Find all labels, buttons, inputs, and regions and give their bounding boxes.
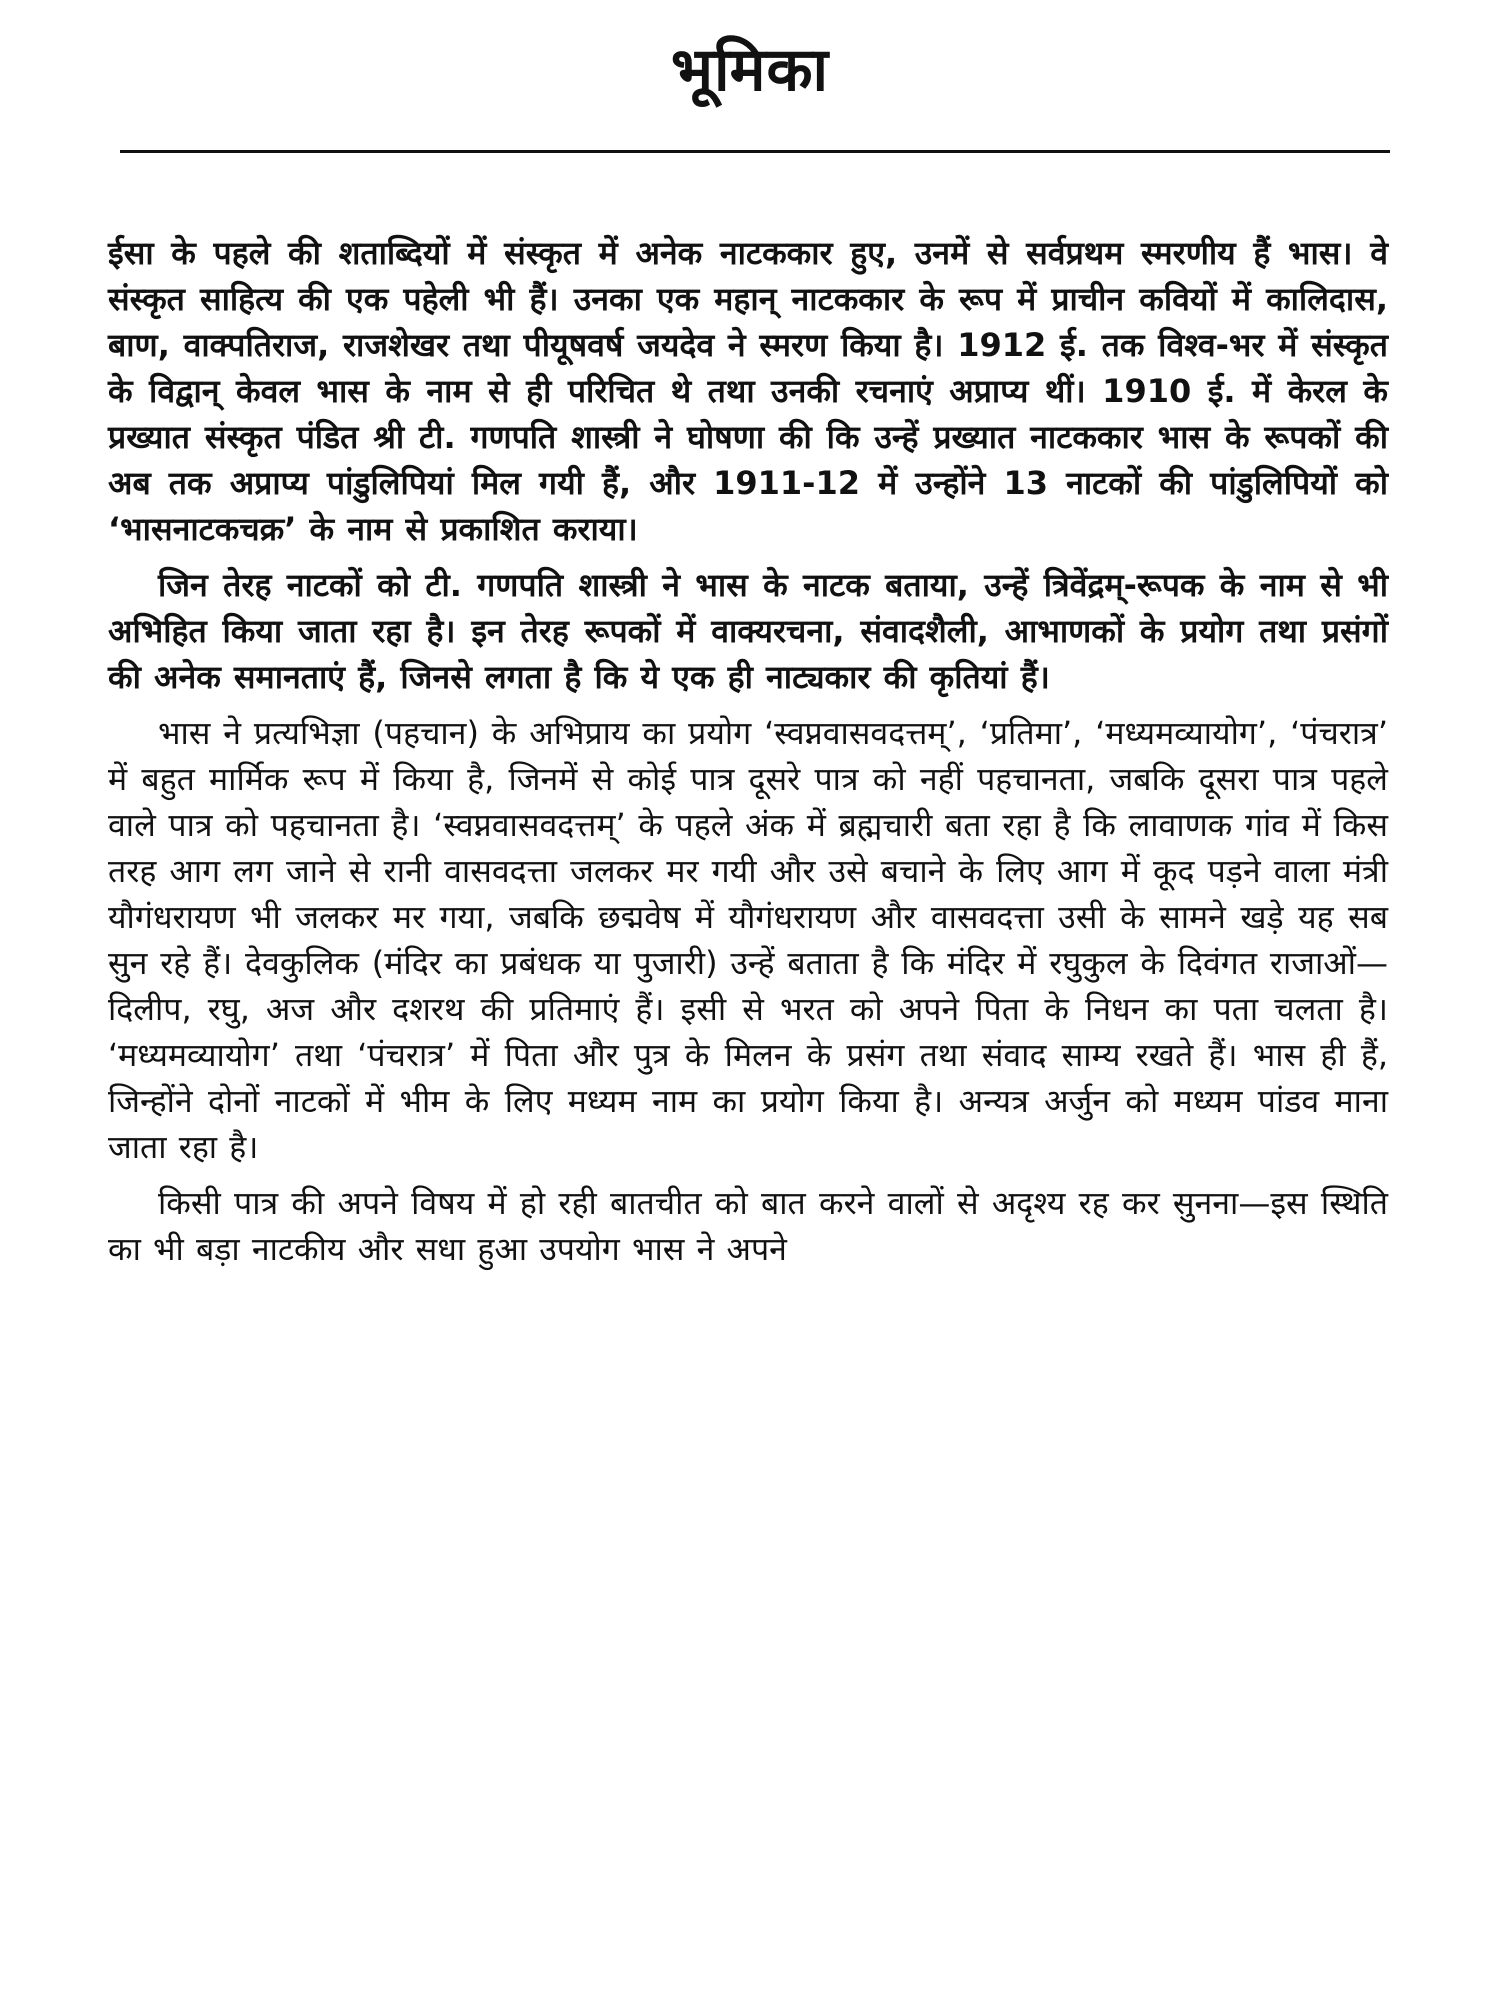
title-divider (120, 150, 1390, 153)
paragraph-4: किसी पात्र की अपने विषय में हो रही बातचीत को बात करने वालों से अदृश्य रह कर सुनना—इस स्थिति का भी बड़ा नाटकीय और सधा हुआ उपयोग भास ने अपने (108, 1184, 1388, 1268)
paragraph-3: भास ने प्रत्यभिज्ञा (पहचान) के अभिप्राय का प्रयोग ‘स्वप्नवासवदत्तम्’, ‘प्रतिमा’, ‘मध्यमव्यायोग’, ‘पंचरात्र’ में बहुत मार्मिक रूप में किया है, जिनमें से कोई पात्र दूसरे पात्र को नहीं पहचानता, जबकि दूसरा पात्र पहले वाले पात्र को पहचानता है। ‘स्वप्नवासवदत्तम्’ के पहले अंक में ब्रह्मचारी बता रहा है कि लावाणक गांव में किस तरह आग लग जाने से रानी वासवदत्ता जलकर मर गयी और उसे बचाने के लिए आग में कूद पड़ने वाला मंत्री यौगंधरायण भी जलकर मर गया, जबकि छद्मवेष में यौगंधरायण और वासवदत्ता उसी के सामने खड़े यह सब सुन रहे हैं। देवकुलिक (मंदिर का प्रबंधक या पुजारी) उन्हें बताता है कि मंदिर में रघुकुल के दिवंगत राजाओं—दिलीप, रघु, अज और दशरथ की प्रतिमाएं हैं। इसी से भरत को अपने पिता के निधन का पता चलता है। ‘मध्यमव्यायोग’ तथा ‘पंचरात्र’ में पिता और पुत्र के मिलन के प्रसंग तथा संवाद साम्य रखते हैं। भास ही हैं, जिन्होंने दोनों नाटकों में भीम के लिए मध्यम नाम का प्रयोग किया है। अन्यत्र अर्जुन को मध्यम पांडव माना जाता रहा है। (108, 714, 1388, 1166)
paragraph-2: जिन तेरह नाटकों को टी. गणपति शास्त्री ने भास के नाटक बताया, उन्हें त्रिवेंद्रम्-रूपक के नाम से भी अभिहित किया जाता रहा है। इन तेरह रूपकों में वाक्यरचना, संवादशैली, आभाणकों के प्रयोग तथा प्रसंगों की अनेक समानताएं हैं, जिनसे लगता है कि ये एक ही नाट्यकार की कृतियां हैं। (108, 566, 1388, 696)
document-body (108, 230, 1388, 1282)
page-title: भूमिका (670, 35, 830, 105)
paragraph-1: ईसा के पहले की शताब्दियों में संस्कृत में अनेक नाटककार हुए, उनमें से सर्वप्रथम स्मरणीय हैं भास। वे संस्कृत साहित्य की एक पहेली भी हैं। उनका एक महान् नाटककार के रूप में प्राचीन कवियों में कालिदास, बाण, वाक्पतिराज, राजशेखर तथा पीयूषवर्ष जयदेव ने स्मरण किया है। 1912 ई. तक विश्व-भर में संस्कृत के विद्वान् केवल भास के नाम से ही परिचित थे तथा उनकी रचनाएं अप्राप्य थीं। 1910 ई. में केरल के प्रख्यात संस्कृत पंडित श्री टी. गणपति शास्त्री ने घोषणा की कि उन्हें प्रख्यात नाटककार भास के रूपकों की अब तक अप्राप्य पांडुलिपियां मिल गयी हैं, और 1911-12 में उन्होंने 13 नाटकों की पांडुलिपियों को ‘भासनाटकचक्र’ के नाम से प्रकाशित कराया। (108, 234, 1388, 548)
